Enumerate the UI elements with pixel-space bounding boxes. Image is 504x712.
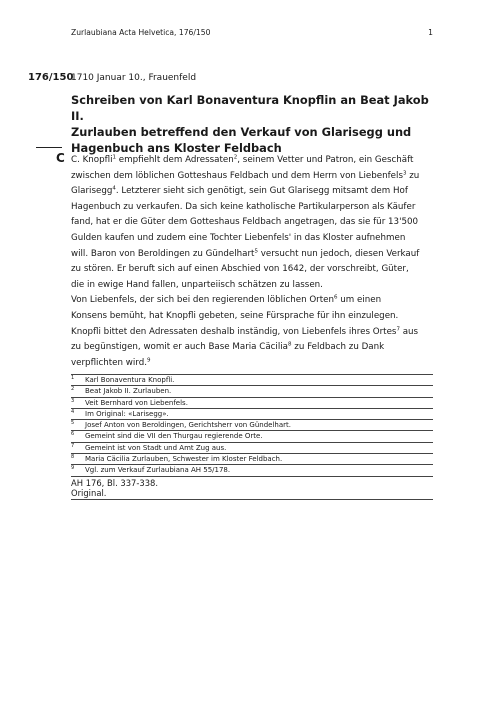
footnote-text: Gemeint ist von Stadt und Amt Zug aus. <box>85 443 227 452</box>
text-line: zu stören. Er beruft sich auf einen Abschied von 1642, der vorschreibt, Güter, <box>71 264 409 275</box>
document-title <box>71 92 431 156</box>
text-line: Glarisegg$^4$. Letzterer sieht sich genötigt, sein Gut Glarisegg mitsamt dem Hof <box>71 185 408 197</box>
footnote-ref[interactable]: 8 <box>288 341 292 348</box>
footnote-item <box>71 385 433 396</box>
text-line: Hagenbuch zu verkaufen. Da sich keine katholische Partikularperson als Käufer <box>71 201 416 212</box>
title-line: Zurlauben betreffend den Verkauf von Glarisegg und <box>71 125 412 139</box>
text-line: fand, hat er die Güter dem Gotteshaus Feldbach angetragen, das sie für 13'500 <box>71 217 419 228</box>
siglum-letter: C <box>56 151 65 165</box>
source-block <box>71 476 433 499</box>
title-line: Schreiben von Karl Bonaventura Knopflin an Beat Jakob II. <box>71 93 429 123</box>
text-line: Konsens bemüht, hat Knopfli gebeten, seine Fürsprache für ihn einzulegen. <box>71 310 399 321</box>
footnote-item <box>71 374 433 385</box>
footnote-number: 6 <box>71 431 75 438</box>
footnote-text: Im Original: «Larisegg». <box>85 409 169 418</box>
footnote-item <box>71 430 433 441</box>
footnote-text: Veit Bernhard von Liebenfels. <box>85 398 188 407</box>
footnote-item <box>71 453 433 464</box>
text-line: Gulden kaufen und zudem eine Tochter Liebenfels' in das Kloster aufnehmen <box>71 232 406 243</box>
footnote-ref[interactable]: 6 <box>334 294 338 301</box>
footnote-item <box>71 397 433 408</box>
closing-rule <box>71 499 433 500</box>
document-number: 176/150 <box>28 72 74 83</box>
footnote-list <box>71 374 433 476</box>
footnote-ref[interactable]: 5 <box>254 248 258 255</box>
page-number: 1 <box>428 28 433 37</box>
footnote-number: 5 <box>71 420 75 427</box>
footnote-text: Vgl. zum Verkauf Zurlaubiana AH 55/178. <box>85 466 231 475</box>
footnote-ref[interactable]: 1 <box>112 154 117 161</box>
footnote-ref[interactable]: 2 <box>233 154 238 161</box>
footnote-apparatus <box>71 374 433 500</box>
footnote-text: Maria Cäcilia Zurlauben, Schwester im Kloster Feldbach. <box>85 455 283 464</box>
footnote-number: 3 <box>71 397 75 404</box>
text-line: verpflichten wird.$^9$ <box>71 357 151 368</box>
footnote-number: 4 <box>71 408 75 415</box>
text-line: die in ewige Hand fallen, unparteiisch schätzen zu lassen. <box>71 279 323 290</box>
text-line: C. Knopfli$^1$ empfiehlt dem Adressaten$^2$, seinem Vetter und Patron, ein Geschäft <box>71 154 414 165</box>
source-status: Original. <box>71 488 107 499</box>
text-line: will. Baron von Beroldingen zu Gündelhart$^5$ versucht nun jedoch, diesen Verkauf <box>71 248 420 259</box>
date-place-line: 1710 Januar 10., Frauenfeld <box>71 73 197 83</box>
footnote-ref[interactable]: 4 <box>112 185 116 192</box>
footnote-ref[interactable]: 3 <box>402 170 407 177</box>
footnote-item <box>71 442 433 453</box>
footnote-text: Gemeint sind die VII den Thurgau regierende Orte. <box>85 432 263 441</box>
running-header: Zurlaubiana Acta Helvetica, 176/150 <box>71 28 211 37</box>
margin-rule <box>36 147 62 148</box>
footnote-text: Josef Anton von Beroldingen, Gerichtsherr von Gündelhart. <box>85 421 291 430</box>
footnote-text: Karl Bonaventura Knopfli. <box>85 376 175 384</box>
footnote-number: 1 <box>71 375 75 381</box>
footnote-number: 9 <box>71 465 75 472</box>
text-line: Knopfli bittet den Adressaten deshalb inständig, von Liebenfels ihres Ortes$^7$ aus <box>71 326 419 337</box>
title-line: Hagenbuch ans Kloster Feldbach <box>71 141 282 155</box>
text-line: zu begünstigen, womit er auch Base Maria Cäcilia$^8$ zu Feldbach zu Dank <box>71 341 385 353</box>
footnote-number: 2 <box>71 386 75 393</box>
regest-body <box>71 153 441 371</box>
footnote-ref[interactable]: 7 <box>396 326 400 333</box>
source-reference: AH 176, Bl. 337-338. <box>71 477 159 488</box>
footnote-item <box>71 464 433 475</box>
footnote-text: Beat Jakob II. Zurlauben. <box>85 387 172 396</box>
text-line: Von Liebenfels, der sich bei den regierenden löblichen Orten$^6$ um einen <box>71 294 382 306</box>
regest-paragraph-1 <box>71 153 441 293</box>
footnote-number: 7 <box>71 442 75 449</box>
text-line: zwischen dem löblichen Gotteshaus Feldbach und dem Herrn von Liebenfels$^3$ zu <box>71 170 420 181</box>
footnote-ref[interactable]: 9 <box>146 357 151 364</box>
footnote-item <box>71 408 433 419</box>
footnote-item <box>71 419 433 430</box>
footnote-number: 8 <box>71 454 75 461</box>
regest-paragraph-2 <box>71 293 441 371</box>
